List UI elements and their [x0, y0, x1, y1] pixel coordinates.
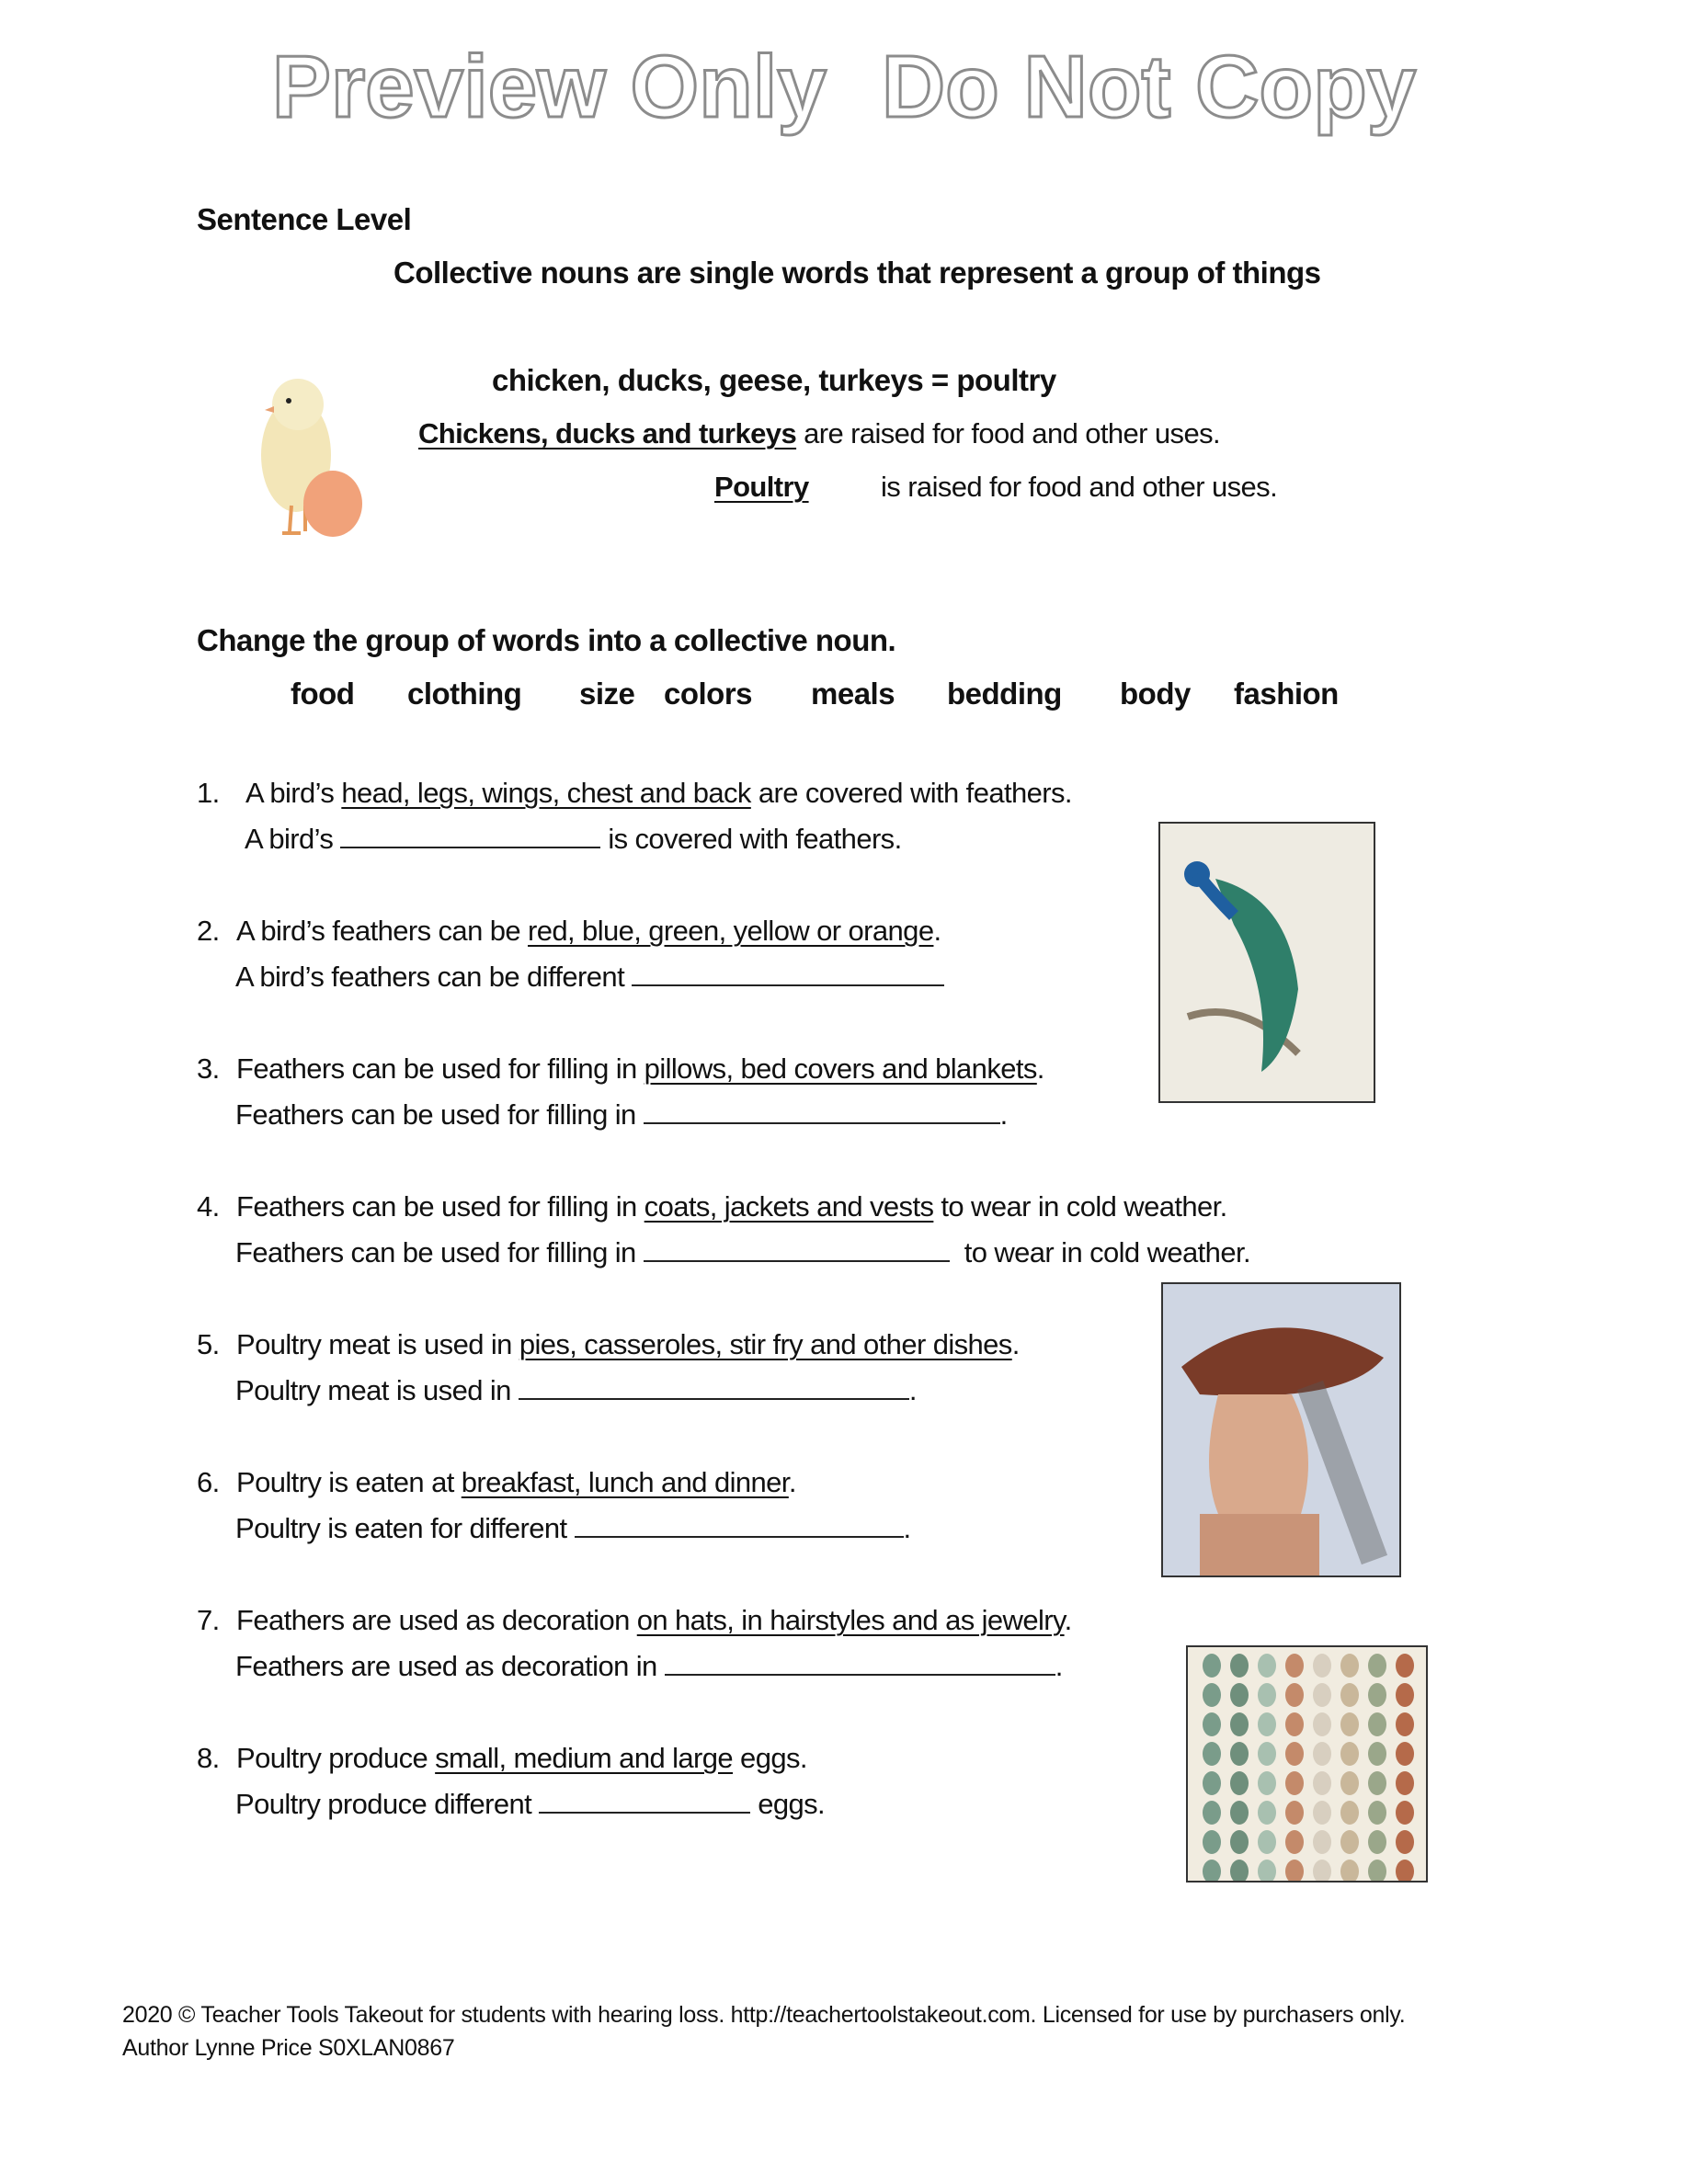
egg-illustration — [1313, 1830, 1331, 1854]
egg-illustration — [1258, 1712, 1276, 1736]
egg-illustration — [1313, 1742, 1331, 1766]
underlined-collective-noun: Poultry — [714, 471, 809, 503]
egg-illustration — [1203, 1742, 1221, 1766]
egg-illustration — [1230, 1742, 1249, 1766]
footer-copyright: 2020 © Teacher Tools Takeout for students with hearing loss. http://teachertoolstakeout.com. Licensed for use by purchasers only. — [122, 2002, 1406, 2028]
word-bank-item: clothing — [407, 677, 522, 711]
sentence-text: Poultry produce different — [235, 1788, 540, 1820]
item-sentence — [236, 1190, 1227, 1223]
egg-illustration — [1203, 1771, 1221, 1795]
sentence-text: . — [903, 1512, 911, 1544]
egg-illustration — [1396, 1830, 1414, 1854]
word-bank-item: fashion — [1234, 677, 1339, 711]
answer-blank[interactable] — [539, 1788, 750, 1814]
sentence-text: Poultry is eaten at — [236, 1466, 462, 1498]
underlined-group: breakfast, lunch and dinner — [461, 1466, 789, 1498]
sentence-text: eggs. — [750, 1788, 826, 1820]
underlined-group: head, legs, wings, chest and back — [341, 777, 751, 809]
sentence-text: . — [999, 1098, 1008, 1131]
word-bank-item: meals — [811, 677, 895, 711]
egg-illustration — [1258, 1742, 1276, 1766]
egg-illustration — [1313, 1654, 1331, 1678]
underlined-group: on hats, in hairstyles and as jewelry — [636, 1604, 1065, 1636]
sentence-rest: are raised for food and other uses. — [796, 417, 1221, 449]
sentence-text: A bird’s — [245, 777, 342, 809]
egg-illustration — [1230, 1830, 1249, 1854]
sentence-text: Feathers can be used for filling in — [236, 1052, 644, 1085]
item-number: 3. — [197, 1052, 220, 1085]
item-number: 8. — [197, 1742, 220, 1774]
egg-illustration — [1285, 1771, 1304, 1795]
egg-illustration — [1396, 1712, 1414, 1736]
item-sentence — [236, 915, 941, 948]
egg-illustration — [1368, 1683, 1386, 1707]
answer-blank[interactable] — [575, 1512, 904, 1538]
sentence-text: Feathers are used as decoration — [236, 1604, 637, 1636]
item-answer-sentence — [245, 823, 902, 856]
peacock-image — [1158, 822, 1375, 1103]
example-equation: chicken, ducks, geese, turkeys = poultry — [492, 363, 1056, 397]
sentence-text: A bird’s — [245, 823, 341, 855]
answer-blank[interactable] — [340, 823, 600, 848]
answer-blank[interactable] — [644, 1098, 1000, 1124]
egg-illustration — [1258, 1771, 1276, 1795]
answer-blank[interactable] — [519, 1374, 909, 1400]
sentence-text: Feathers can be used for filling in — [235, 1236, 644, 1268]
egg-illustration — [1396, 1683, 1414, 1707]
egg-illustration — [1285, 1654, 1304, 1678]
answer-blank[interactable] — [665, 1650, 1055, 1676]
egg-illustration — [1368, 1742, 1386, 1766]
item-answer-sentence — [235, 1650, 1063, 1683]
answer-blank[interactable] — [632, 961, 944, 986]
sentence-text: Poultry meat is used in — [236, 1328, 519, 1360]
sentence-text: are covered with feathers. — [750, 777, 1072, 809]
item-sentence — [236, 1328, 1020, 1361]
feathered-hat-image — [1161, 1282, 1401, 1577]
sentence-text: . — [933, 915, 941, 947]
item-answer-sentence — [235, 1374, 917, 1407]
egg-illustration — [1396, 1801, 1414, 1825]
sentence-text: Poultry meat is used in — [235, 1374, 519, 1406]
egg-illustration — [1203, 1801, 1221, 1825]
bird-eggs-image — [1186, 1645, 1428, 1883]
answer-blank[interactable] — [644, 1236, 950, 1262]
egg-illustration — [1313, 1683, 1331, 1707]
item-answer-sentence — [235, 1236, 1250, 1269]
item-sentence — [245, 777, 1072, 810]
item-number: 4. — [197, 1190, 220, 1223]
egg-illustration — [1313, 1801, 1331, 1825]
item-sentence — [236, 1742, 807, 1775]
word-bank-item: bedding — [947, 677, 1062, 711]
sentence-text: A bird’s feathers can be — [236, 915, 529, 947]
egg-illustration — [1285, 1712, 1304, 1736]
egg-illustration — [1340, 1771, 1359, 1795]
underlined-group: pillows, bed covers and blankets — [644, 1052, 1037, 1085]
egg-illustration — [1203, 1830, 1221, 1854]
egg-illustration — [1368, 1830, 1386, 1854]
sentence-text: . — [1011, 1328, 1020, 1360]
egg-illustration — [1368, 1771, 1386, 1795]
egg-illustration — [1203, 1712, 1221, 1736]
example-sentence-2-rest: is raised for food and other uses. — [881, 471, 1278, 503]
egg-illustration — [1396, 1742, 1414, 1766]
egg-illustration — [1230, 1801, 1249, 1825]
egg-illustration — [1230, 1712, 1249, 1736]
egg-illustration — [1340, 1683, 1359, 1707]
egg-illustration — [1230, 1683, 1249, 1707]
egg-illustration — [1285, 1801, 1304, 1825]
sentence-text: Feathers can be used for filling in — [235, 1098, 644, 1131]
item-number: 1. — [197, 777, 220, 809]
egg-illustration — [1230, 1771, 1249, 1795]
example-sentence-2 — [714, 471, 809, 504]
underlined-group: small, medium and large — [435, 1742, 734, 1774]
underlined-group: red, blue, green, yellow or orange — [528, 915, 934, 947]
underlined-group: Chickens, ducks and turkeys — [418, 417, 797, 449]
watermark — [0, 37, 1688, 138]
item-answer-sentence — [235, 961, 944, 994]
item-sentence — [236, 1052, 1044, 1086]
watermark-line: Do Not Copy — [881, 38, 1417, 136]
egg-illustration — [1203, 1654, 1221, 1678]
egg-illustration — [1313, 1712, 1331, 1736]
watermark-line: Preview Only — [271, 38, 827, 136]
underlined-group: pies, casseroles, stir fry and other dishes — [519, 1328, 1012, 1360]
item-answer-sentence — [235, 1512, 911, 1545]
sentence-text: . — [1064, 1604, 1072, 1636]
egg-illustration — [1258, 1654, 1276, 1678]
sentence-text: to wear in cold weather. — [933, 1190, 1227, 1223]
egg-illustration — [1340, 1742, 1359, 1766]
sentence-text: . — [1055, 1650, 1063, 1682]
example-sentence-1 — [418, 417, 1220, 450]
sentence-text: . — [788, 1466, 796, 1498]
chick-with-egg-image — [241, 368, 388, 542]
sentence-text: Feathers are used as decoration in — [235, 1650, 665, 1682]
egg-illustration — [1285, 1683, 1304, 1707]
egg-illustration — [1396, 1654, 1414, 1678]
egg-illustration — [1258, 1830, 1276, 1854]
sentence-text: . — [908, 1374, 917, 1406]
egg-illustration — [1313, 1771, 1331, 1795]
word-bank-item: food — [291, 677, 355, 711]
item-number: 6. — [197, 1466, 220, 1498]
definition: Collective nouns are single words that represent a group of things — [393, 256, 1321, 290]
egg-illustration — [1258, 1801, 1276, 1825]
instructions: Change the group of words into a collective noun. — [197, 623, 896, 657]
egg-illustration — [1203, 1683, 1221, 1707]
item-answer-sentence — [235, 1788, 825, 1821]
egg-illustration — [1340, 1712, 1359, 1736]
egg-illustration — [1258, 1683, 1276, 1707]
item-answer-sentence — [235, 1098, 1008, 1132]
egg-illustration — [1285, 1830, 1304, 1854]
item-number: 2. — [197, 915, 220, 947]
item-sentence — [236, 1466, 796, 1499]
item-sentence — [236, 1604, 1072, 1637]
egg-illustration — [1340, 1830, 1359, 1854]
word-bank-item: colors — [664, 677, 753, 711]
sentence-text: . — [1036, 1052, 1044, 1085]
sentence-text: eggs. — [733, 1742, 807, 1774]
egg-illustration — [1340, 1654, 1359, 1678]
item-number: 5. — [197, 1328, 220, 1360]
word-bank-item: body — [1120, 677, 1191, 711]
egg-illustration — [1230, 1654, 1249, 1678]
footer-author: Author Lynne Price S0XLAN0867 — [122, 2035, 455, 2061]
underlined-group: coats, jackets and vests — [644, 1190, 934, 1223]
egg-illustration — [1368, 1801, 1386, 1825]
egg-illustration — [1396, 1771, 1414, 1795]
sentence-text: Poultry produce — [236, 1742, 436, 1774]
sentence-text: Poultry is eaten for different — [235, 1512, 575, 1544]
sentence-text: is covered with feathers. — [600, 823, 902, 855]
sentence-text: Feathers can be used for filling in — [236, 1190, 644, 1223]
word-bank-item: size — [579, 677, 635, 711]
egg-illustration — [1340, 1801, 1359, 1825]
egg-illustration — [1368, 1712, 1386, 1736]
item-number: 7. — [197, 1604, 220, 1636]
section-heading: Sentence Level — [197, 202, 412, 236]
egg-illustration — [1285, 1742, 1304, 1766]
sentence-text: A bird’s feathers can be different — [235, 961, 633, 993]
egg-illustration — [1368, 1654, 1386, 1678]
sentence-text: to wear in cold weather. — [949, 1236, 1250, 1268]
